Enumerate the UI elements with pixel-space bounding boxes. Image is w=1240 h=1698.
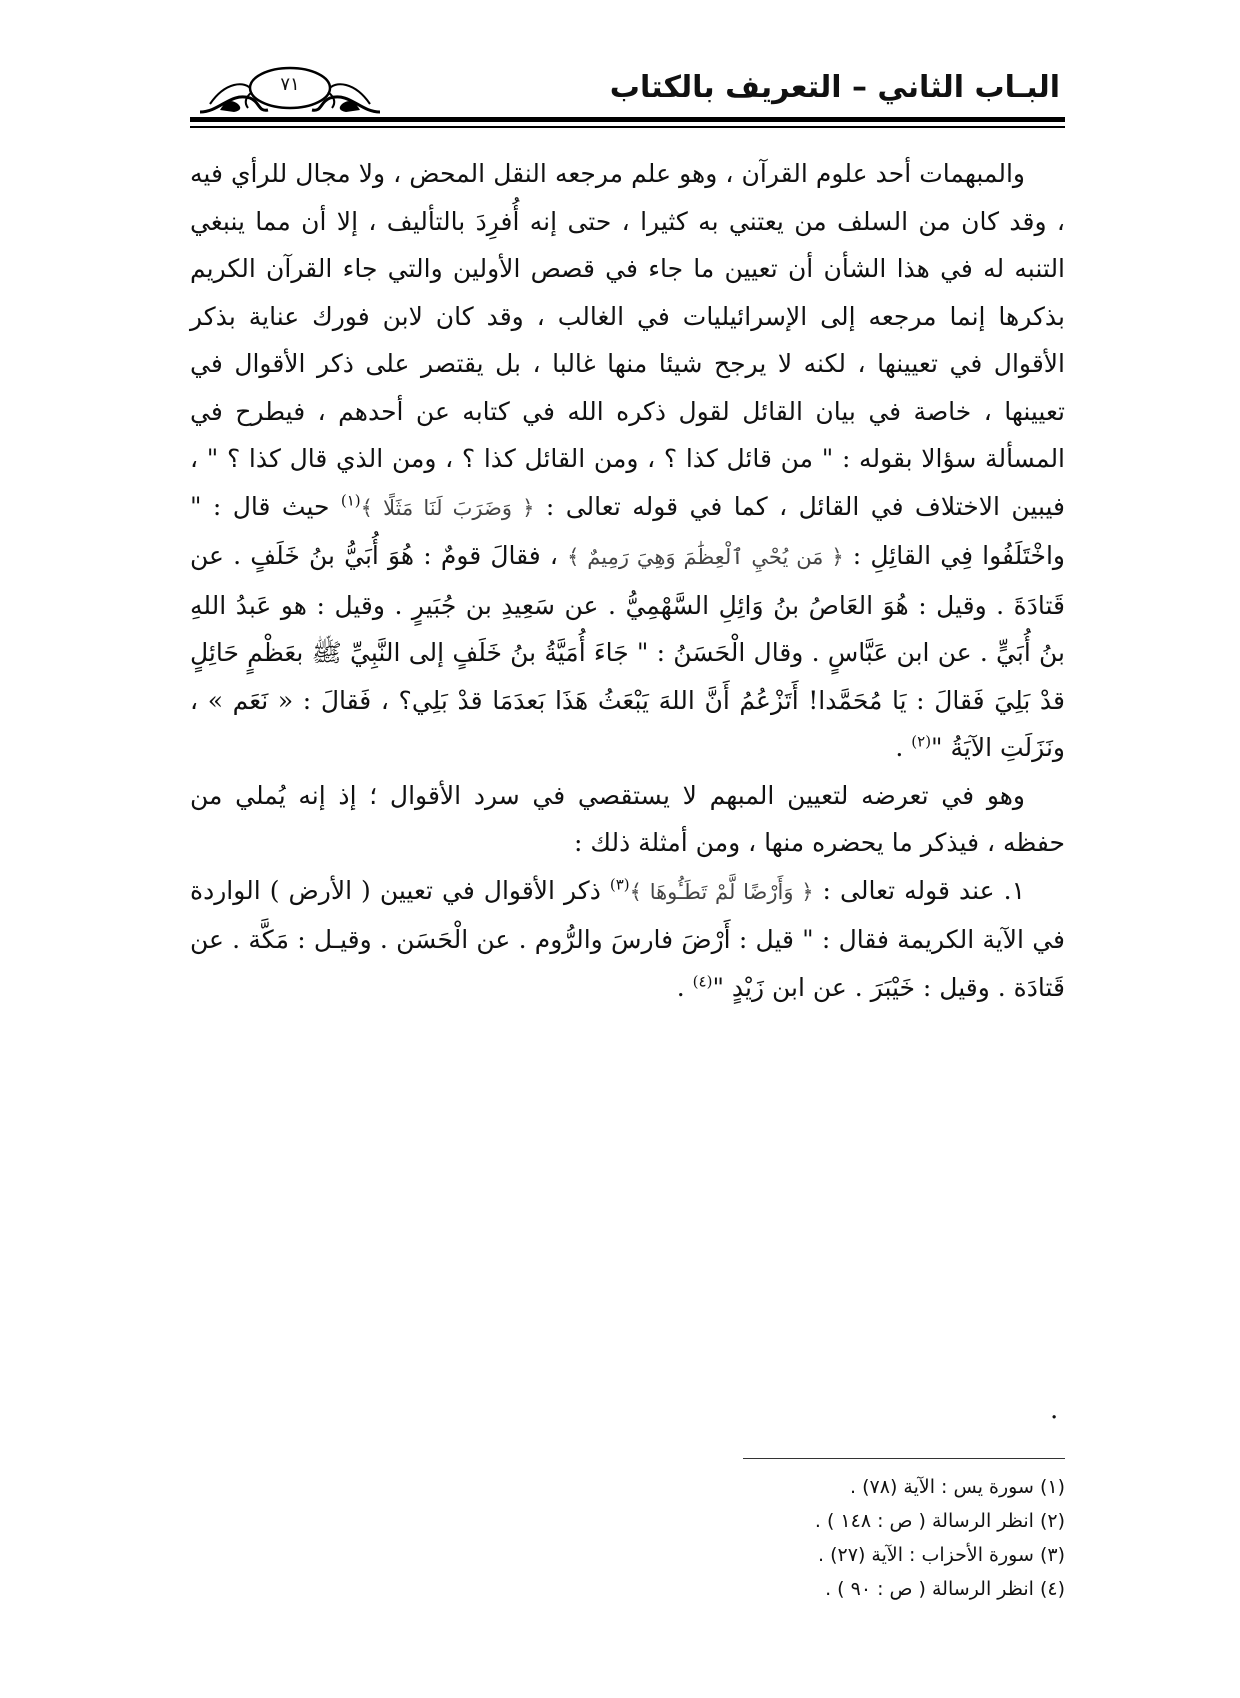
line: تعيينها ، لكنه لا يرجح شيئا منها غالبا ، بل يقتصر على ذكر الأقوال في [190,349,938,378]
quran-quote: ﴿ مَن يُحْيِ ٱلْعِظَٰمَ وَهِيَ رَمِيمٌ ﴾ [567,545,844,569]
header-rule-thin [190,126,1065,128]
chapter-title: البـاب الثاني – التعريف بالكتاب [609,70,1060,105]
text-run: . [676,972,693,1002]
line: الإسرائيليات في الغالب ، وقد كان لابن فورك عناية بذكر الأقوال في [190,301,1065,378]
line: ومن الذي قال كذا ؟ " ، فيبين الاختلاف في القائل ، كما في قوله تعالى : [190,444,1065,521]
footnote-ref[interactable]: (٤) [692,972,713,991]
header-rule-thick [190,117,1065,122]
paragraph-3 [190,867,1065,1012]
footnotes [565,1470,1065,1606]
text-run: حيث قال : " واخْتَلَفُوا فِي القائِلِ : [190,491,1065,570]
page-header [0,0,1240,140]
main-text [190,150,1065,1011]
text-run: ذكر الأقوال في تعيين ( الأرض ) الواردة في الآية الكريمة فقال : " قيل : أَرْضَ فارسَ والرُّوم . عن الْحَسَن . وقيـل : مَكَّة . عن قَتادَة . وقيل : خَيْبَرَ . عن ابن زَيْدٍ " [190,875,1065,1002]
footnote-separator [743,1458,1065,1459]
line: والمبهمات أحد علوم القرآن ، وهو علم مرجعه النقل المحض ، ولا [358,159,1025,188]
footnote-item: (٢) انظر الرسالة ( ص : ١٤٨ ) . [814,1510,1065,1532]
paragraph-1 [190,150,1065,772]
text-run: ، فقالَ قومٌ : هُوَ أُبَيُّ بنُ خَلَفٍ . عن قَتادَةَ . وقيل : هُوَ العَاصُ بنُ وَائِلِ السَّهْمِيُّ . عن سَعِيدِ بن جُبَيرٍ . وقيل : هو عَبدُ اللهِ بنُ أُبَيٍّ . عن ابن عَبَّاسٍ . وقال الْحَسَنُ : " جَاءَ أُمَيَّةُ بنُ خَلَفٍ إلى النَّبِيِّ ﷺ بعَظْمٍ حَائِلٍ قدْ بَلِيَ فَقالَ : يَا مُحَمَّدا! أَتَزْعُمُ أَنَّ اللهَ يَبْعَثُ هَذَا بَعدَمَا قدْ بَلِي؟ ، فَقالَ : « نَعَم » ، ونَزَلَتِ الآيَةُ " [190,541,1065,762]
line: بالتأليف ، إلا أن مما ينبغي التنبه له في هذا الشأن أن تعيين ما جاء في [190,206,1066,283]
line: قصص الأولين والتي جاء القرآن الكريم بذكرها إنما مرجعه إلى [190,254,1065,331]
page-number-ornament [190,52,390,116]
footnote-ref[interactable]: (١) [340,491,361,510]
page-number: ٧١ [280,73,300,95]
line: مجال للرأي فيه ، وقد كان من السلف من يعتني به كثيرا ، حتى إنه أُفرِدَ [190,159,1065,236]
quran-quote: ﴿ وَضَرَبَ لَنَا مَثَلًا ﴾ [360,495,535,520]
footnote-item: (٣) سورة الأحزاب : الآية (٢٧) . [818,1544,1065,1566]
footnote-ref[interactable]: (٢) [911,732,932,751]
quran-quote: ﴿ وَأَرْضًا لَّمْ تَطَـُٔوهَا ﴾ [629,879,814,904]
line: تعيينها ، خاصة في بيان القائل لقول ذكره الله في كتابه عن أحدهم ، [317,396,1065,426]
stray-dot: . [1050,1395,1059,1425]
footnote-item: (١) سورة يس : الآية (٧٨) . [850,1476,1065,1498]
paragraph-2: وهو في تعرضه لتعيين المبهم لا يستقصي في سرد الأقوال ؛ إذ إنه يُملي من حفظه ، فيذكر ما يحضره منها ، ومن أمثلة ذلك : [190,780,1065,857]
footnote-ref[interactable]: (٣) [609,875,630,894]
line: فيطرح في المسألة سؤالا بقوله : " من قائل كذا ؟ ، ومن القائل كذا ؟ ، [190,396,1066,473]
footnote-item: (٤) انظر الرسالة ( ص : ٩٠ ) . [825,1578,1065,1600]
text-run: . [895,733,912,762]
text-run: ١. عند قوله تعالى : [813,875,1026,905]
